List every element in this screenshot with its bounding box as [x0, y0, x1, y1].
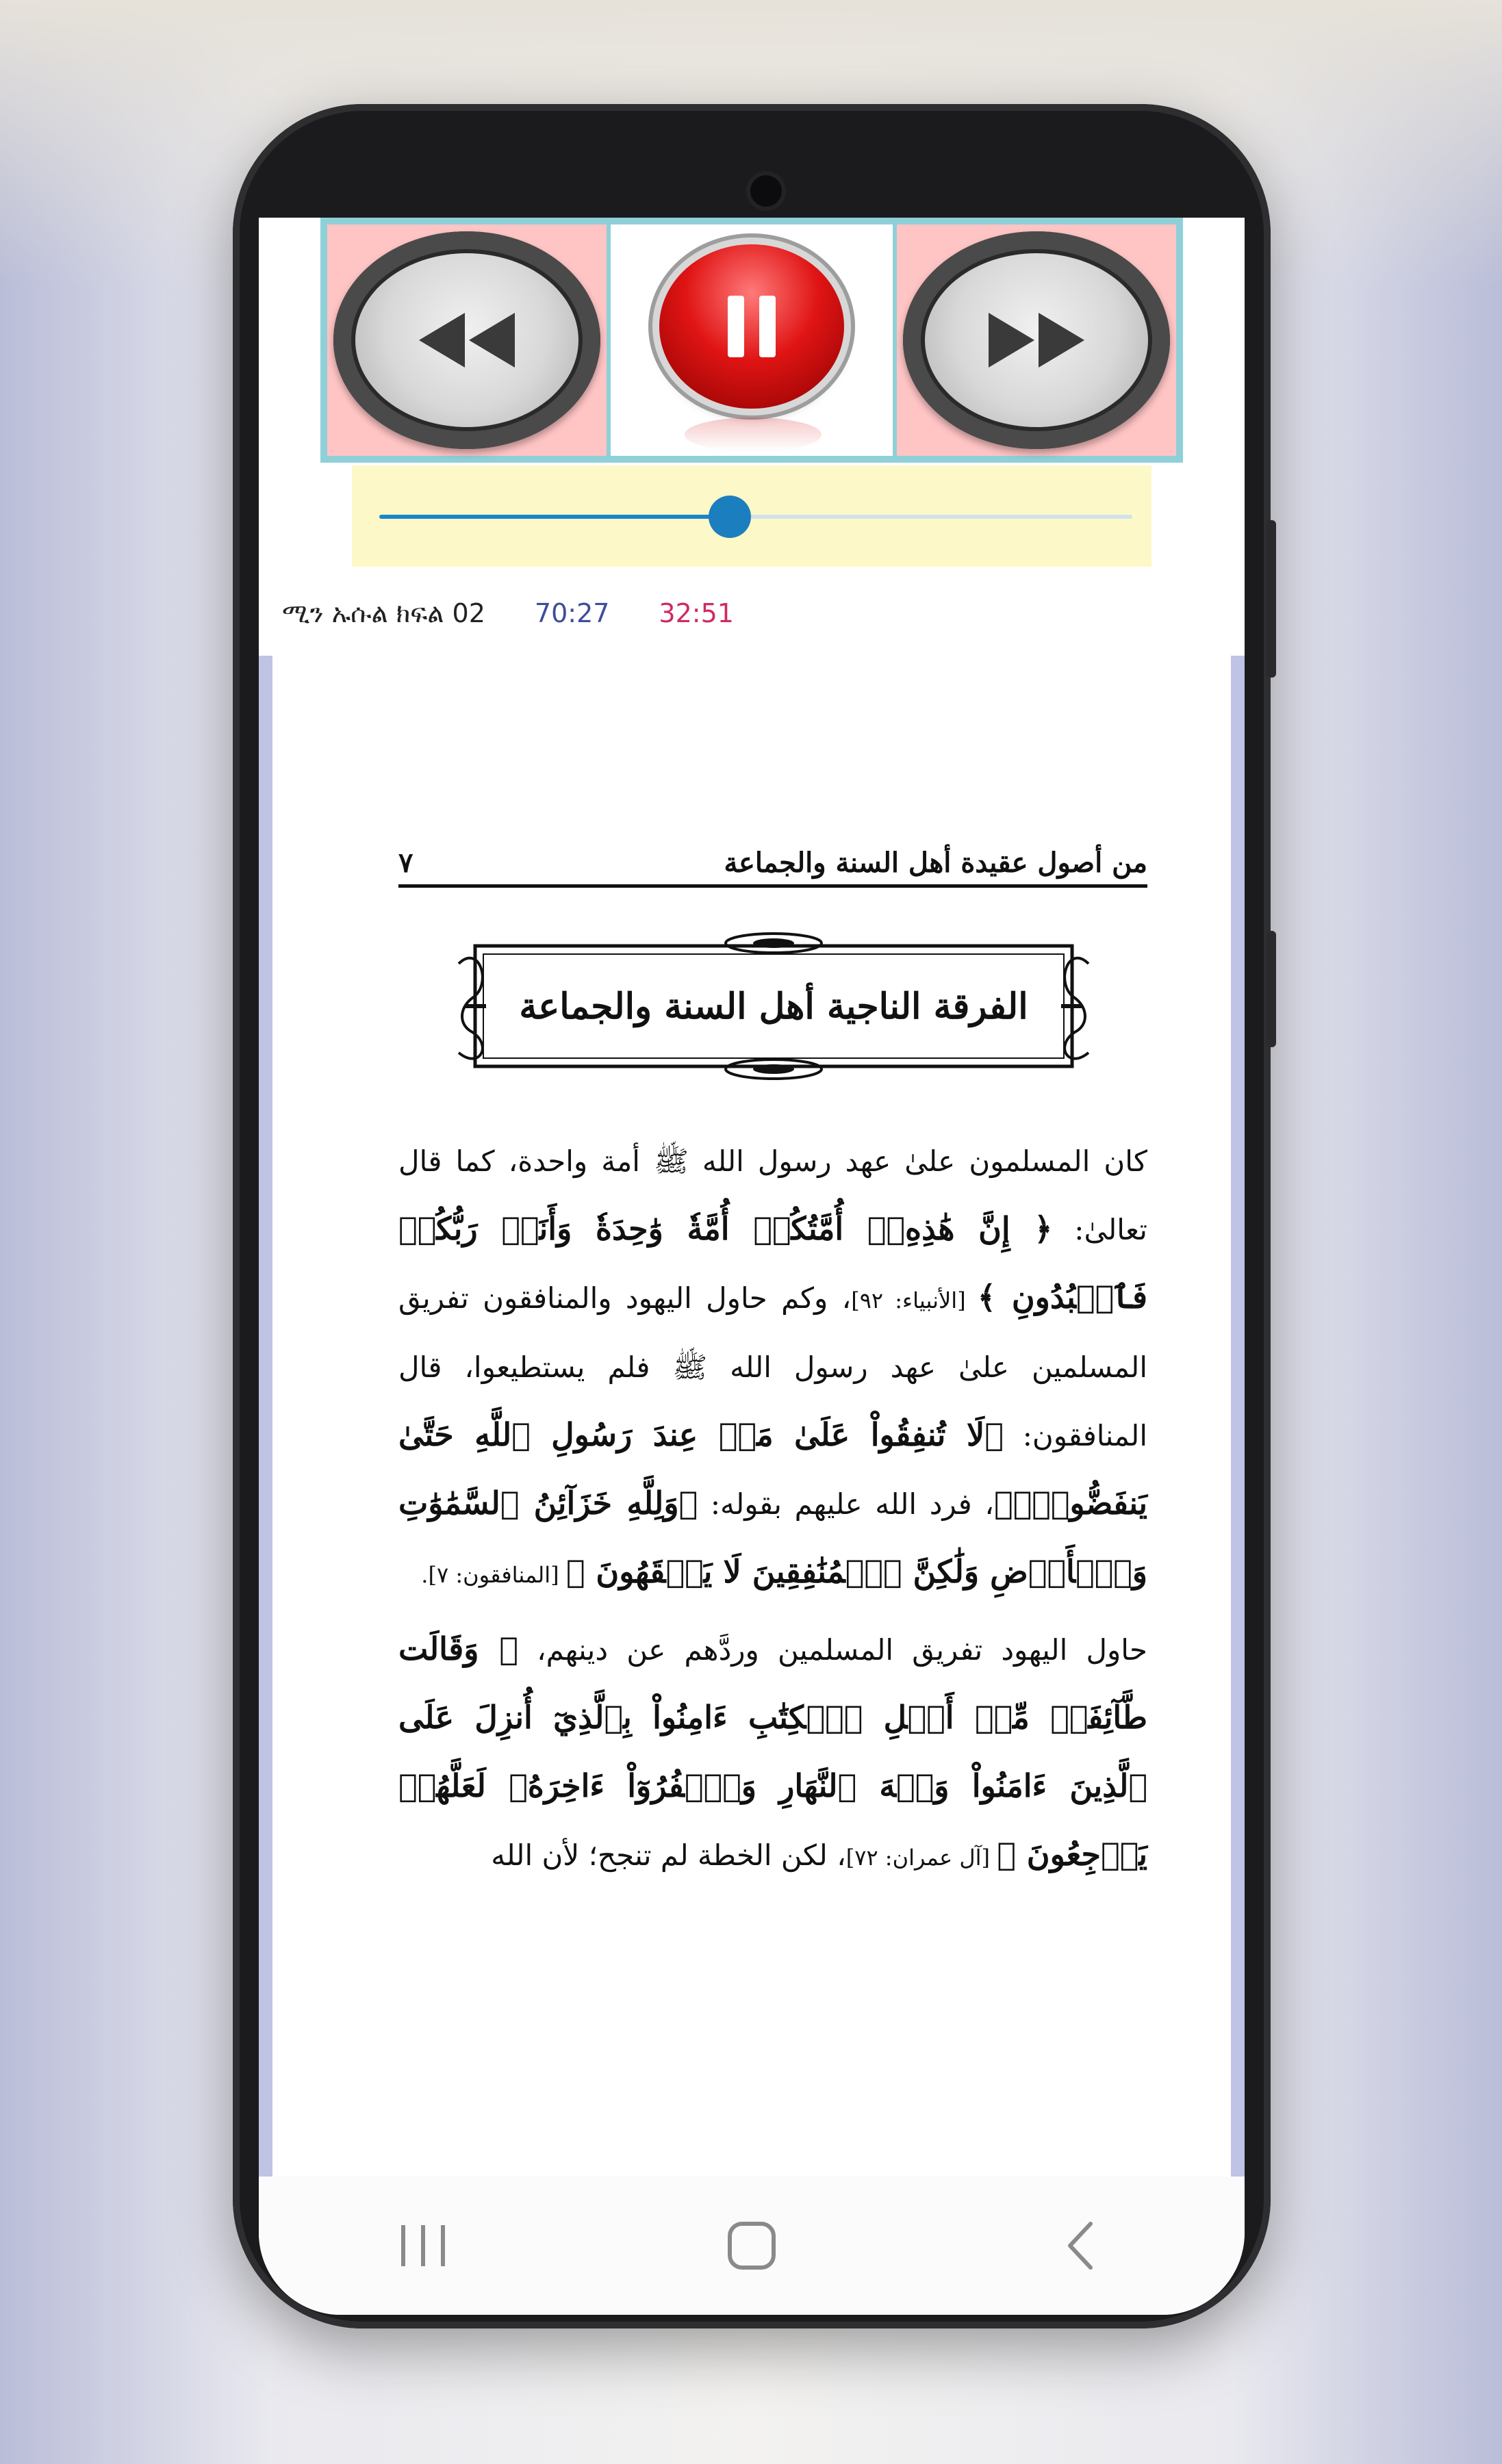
paragraph — [398, 1615, 1147, 1891]
quran-verse: ﴿ إِنَّ هَٰذِهِۦٓ أُمَّتُكُمۡ أُمَّةٗ وَٰحِدَةٗ وَأَنَا۠ رَبُّكُمۡ فَٱعۡبُدُونِ ﴾ — [398, 1210, 1148, 1316]
rewind-button[interactable] — [327, 224, 607, 456]
verse-reference: [آل عمران: ٧٢] — [845, 1845, 997, 1871]
home-button[interactable] — [711, 2205, 793, 2287]
text-span: ، لكن الخطة لم تنجح؛ لأن الله — [491, 1838, 846, 1872]
track-title: ሚን ኡሱል ክፍል 02 — [282, 598, 485, 628]
total-time: 70:27 — [534, 598, 610, 628]
chapter-title: الفرقة الناجية أهل السنة والجماعة — [519, 985, 1028, 1027]
page-number: ٧ — [398, 847, 413, 879]
fast-forward-button[interactable] — [897, 224, 1176, 456]
text-span: كان المسلمون علىٰ عهد رسول الله ﷺ أمة واحدة، كما قال تعالىٰ: — [398, 1144, 1147, 1246]
book-header-title: من أصول عقيدة أهل السنة والجماعة — [724, 847, 1147, 879]
paragraph — [398, 1128, 1147, 1608]
verse-reference: [الأنبياء: ٩٢] — [851, 1287, 978, 1313]
rewind-icon — [416, 309, 518, 371]
book-page[interactable] — [259, 656, 1245, 2177]
pause-button[interactable] — [611, 224, 893, 456]
app-screen — [259, 218, 1245, 2315]
pause-reflection — [685, 418, 822, 452]
text-span: حاول اليهود تفريق المسلمين وردَّهم عن دينهم، — [518, 1633, 1147, 1667]
track-info — [282, 593, 734, 634]
current-time: 32:51 — [659, 598, 734, 628]
front-camera — [750, 175, 782, 207]
back-button[interactable] — [1039, 2205, 1121, 2287]
text-span: ، وكم حاول اليهود والمنافقون تفريق المسلمين علىٰ عهد رسول الله ﷺ فلم يستطيعوا، قال المنافقون: — [398, 1281, 1147, 1452]
player-controls — [320, 218, 1183, 463]
book-body-text — [398, 1128, 1147, 1891]
recents-icon — [396, 2222, 450, 2270]
quran-verse: ﴿وَلِلَّهِ خَزَآئِنُ ٱلسَّمَٰوَٰتِ وَٱلۡأَرۡضِ وَلَٰكِنَّ ٱلۡمُنَٰفِقِينَ لَا يَفۡقَهُونَ ﴾ — [398, 1485, 1147, 1590]
seek-bar-progress — [379, 515, 730, 519]
seek-bar-container — [352, 465, 1151, 567]
fast-forward-icon — [985, 309, 1088, 371]
back-icon — [1060, 2218, 1101, 2273]
text-span: ، فرد الله عليهم بقوله: — [698, 1487, 994, 1521]
volume-button — [1266, 520, 1276, 678]
seek-bar-thumb[interactable] — [709, 496, 751, 538]
recents-button[interactable] — [382, 2205, 464, 2287]
home-icon — [724, 2218, 779, 2273]
header-rule — [398, 884, 1147, 888]
quran-verse: ﴿لَا تُنفِقُواْ عَلَىٰ مَنۡ عِندَ رَسُولِ ٱللَّهِ حَتَّىٰ يَنفَضُّواْۗ﴾ — [398, 1416, 1147, 1522]
system-nav-bar — [259, 2177, 1245, 2315]
seek-bar-track[interactable] — [379, 515, 1132, 519]
book-running-header — [398, 840, 1147, 879]
page-edge-right — [1231, 656, 1245, 2177]
power-button — [1266, 931, 1276, 1047]
page-edge-left — [259, 656, 272, 2177]
verse-reference: [المنافقون: ٧]. — [421, 1562, 566, 1588]
quran-verse: ﴿ وَقَالَت طَّآئِفَةٞ مِّنۡ أَهۡلِ ٱلۡكِتَٰبِ ءَامِنُواْ بِٱلَّذِيٓ أُنزِلَ عَلَى ٱلَّذِينَ ءَامَنُواْ وَجۡهَ ٱلنَّهَارِ وَٱكۡفُرُوٓاْ ءَاخِرَهُۥ لَعَلَّهُمۡ يَرۡجِعُونَ ﴾ — [398, 1630, 1147, 1873]
pause-icon — [721, 292, 782, 361]
